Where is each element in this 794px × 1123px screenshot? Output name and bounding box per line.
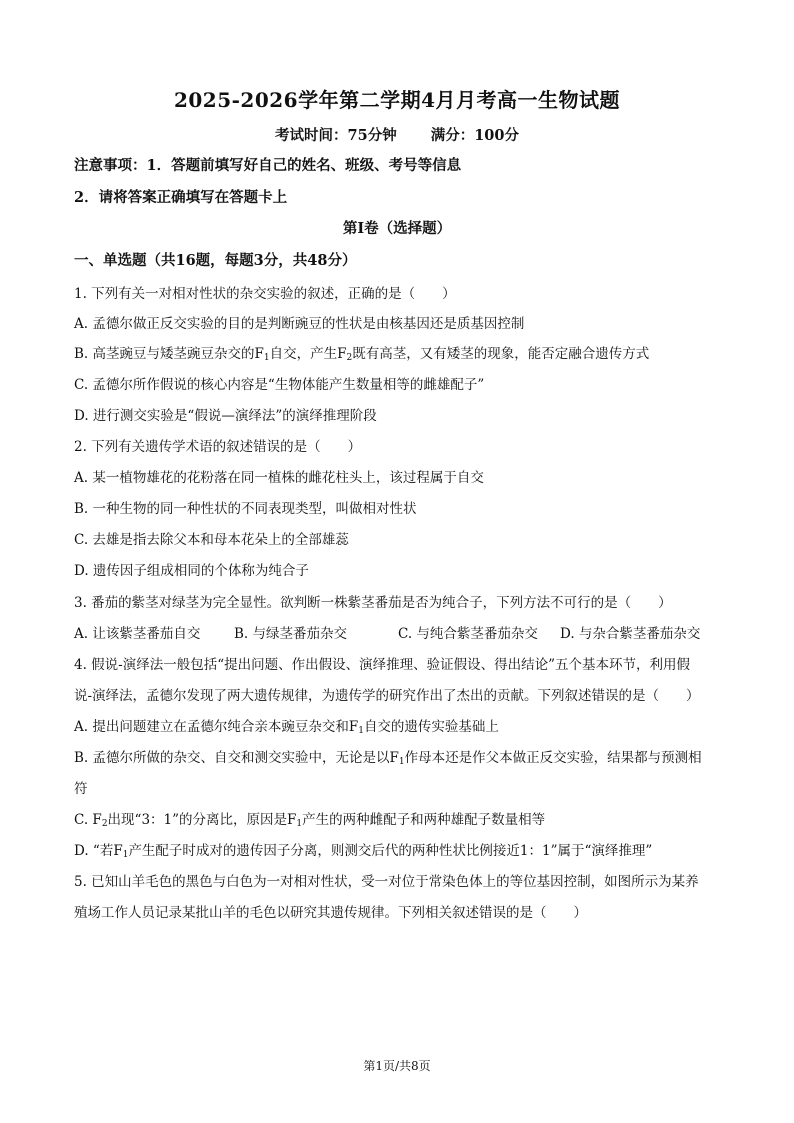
exam-meta: [0, 124, 794, 145]
q2-option-c: C. 去雄是指去除父本和母本花朵上的全部雄蕊: [74, 532, 349, 548]
q4-stem-line-2: 说-演绎法，孟德尔发现了两大遗传规律，为遗传学的研究作出了杰出的贡献。下列叙述错误的是（ ）: [74, 688, 700, 704]
page-number: 第1页/共8页: [363, 1059, 431, 1073]
q1-option-a: A. 孟德尔做正反交实验的目的是判断豌豆的性状是由核基因还是质基因控制: [74, 316, 525, 332]
q4-option-c: C. $F_2$出现“3：1”的分离比，原因是$F_1$产生的两种雌配子和两种雄配子数量相等: [74, 812, 546, 829]
notes-line-2: 2．请将答案正确填写在答题卡上: [74, 189, 288, 206]
q4-option-b: B. 孟德尔所做的杂交、自交和测交实验中，无论是以$F_1$作母本还是作父本做正反交实验，结果都与预测相: [74, 750, 702, 767]
q2-option-b: B. 一种生物的同一种性状的不同表现类型，叫做相对性状: [74, 501, 417, 517]
q2-stem: 2. 下列有关遗传学术语的叙述错误的是（ ）: [74, 439, 362, 455]
section-title: 一、单选题（共16题，每题3分，共48分）: [74, 252, 357, 269]
q5-stem-line-1: 5. 已知山羊毛色的黑色与白色为一对相对性状，受一对位于常染色体上的等位基因控制，如图所示为某养: [74, 874, 699, 890]
q3-stem: 3. 番茄的紫茎对绿茎为完全显性。欲判断一株紫茎番茄是否为纯合子，下列方法不可行的是（ ）: [74, 595, 672, 611]
q4-option-b-cont: 符: [74, 781, 88, 797]
q3-option-c: C. 与纯合紫茎番茄杂交: [398, 626, 538, 642]
q3-options: [74, 622, 700, 642]
notes-line-1: 注意事项：1．答题前填写好自己的姓名、班级、考号等信息: [74, 157, 462, 174]
q2-option-a: A. 某一植物雄花的花粉落在同一植株的雌花柱头上，该过程属于自交: [74, 470, 484, 486]
q1-option-b: B. 高茎豌豆与矮茎豌豆杂交的$F_1$自交，产生$F_2$既有高茎，又有矮茎的现象，能否定融合遗传方式: [74, 346, 650, 363]
q4-stem-line-1: 4. 假说-演绎法一般包括“提出问题、作出假设、演绎推理、验证假设、得出结论”五个基本环节，利用假: [74, 657, 691, 673]
q4-option-a: A. 提出问题建立在孟德尔纯合亲本豌豆杂交和$F_1$自交的遗传实验基础上: [74, 719, 499, 736]
q2-option-d: D. 遗传因子组成相同的个体称为纯合子: [74, 563, 309, 579]
q1-option-d: D. 进行测交实验是“假说—演绎法”的演绎推理阶段: [74, 408, 377, 424]
exam-title: 2025-2026学年第二学期4月月考高一生物试题: [173, 88, 621, 112]
exam-score: 满分：100分: [430, 127, 519, 144]
q3-option-a: A. 让该紫茎番茄自交: [74, 626, 201, 642]
q1-option-c: C. 孟德尔所作假说的核心内容是“生物体能产生数量相等的雌雄配子”: [74, 377, 485, 393]
q4-option-d: D. “若$F_1$产生配子时成对的遗传因子分离，则测交后代的两种性状比例接近1：1”属于“演绎推理”: [74, 843, 653, 860]
q5-stem-line-2: 殖场工作人员记录某批山羊的毛色以研究其遗传规律。下列相关叙述错误的是（ ）: [74, 905, 587, 921]
q1-stem: 1. 下列有关一对相对性状的杂交实验的叙述，正确的是（ ）: [74, 286, 456, 302]
exam-time: 考试时间：75分钟: [275, 127, 397, 144]
part-title: 第I卷（选择题）: [342, 220, 452, 237]
q3-option-b: B. 与绿茎番茄杂交: [234, 626, 348, 642]
q3-option-d: D. 与杂合紫茎番茄杂交: [560, 626, 701, 642]
